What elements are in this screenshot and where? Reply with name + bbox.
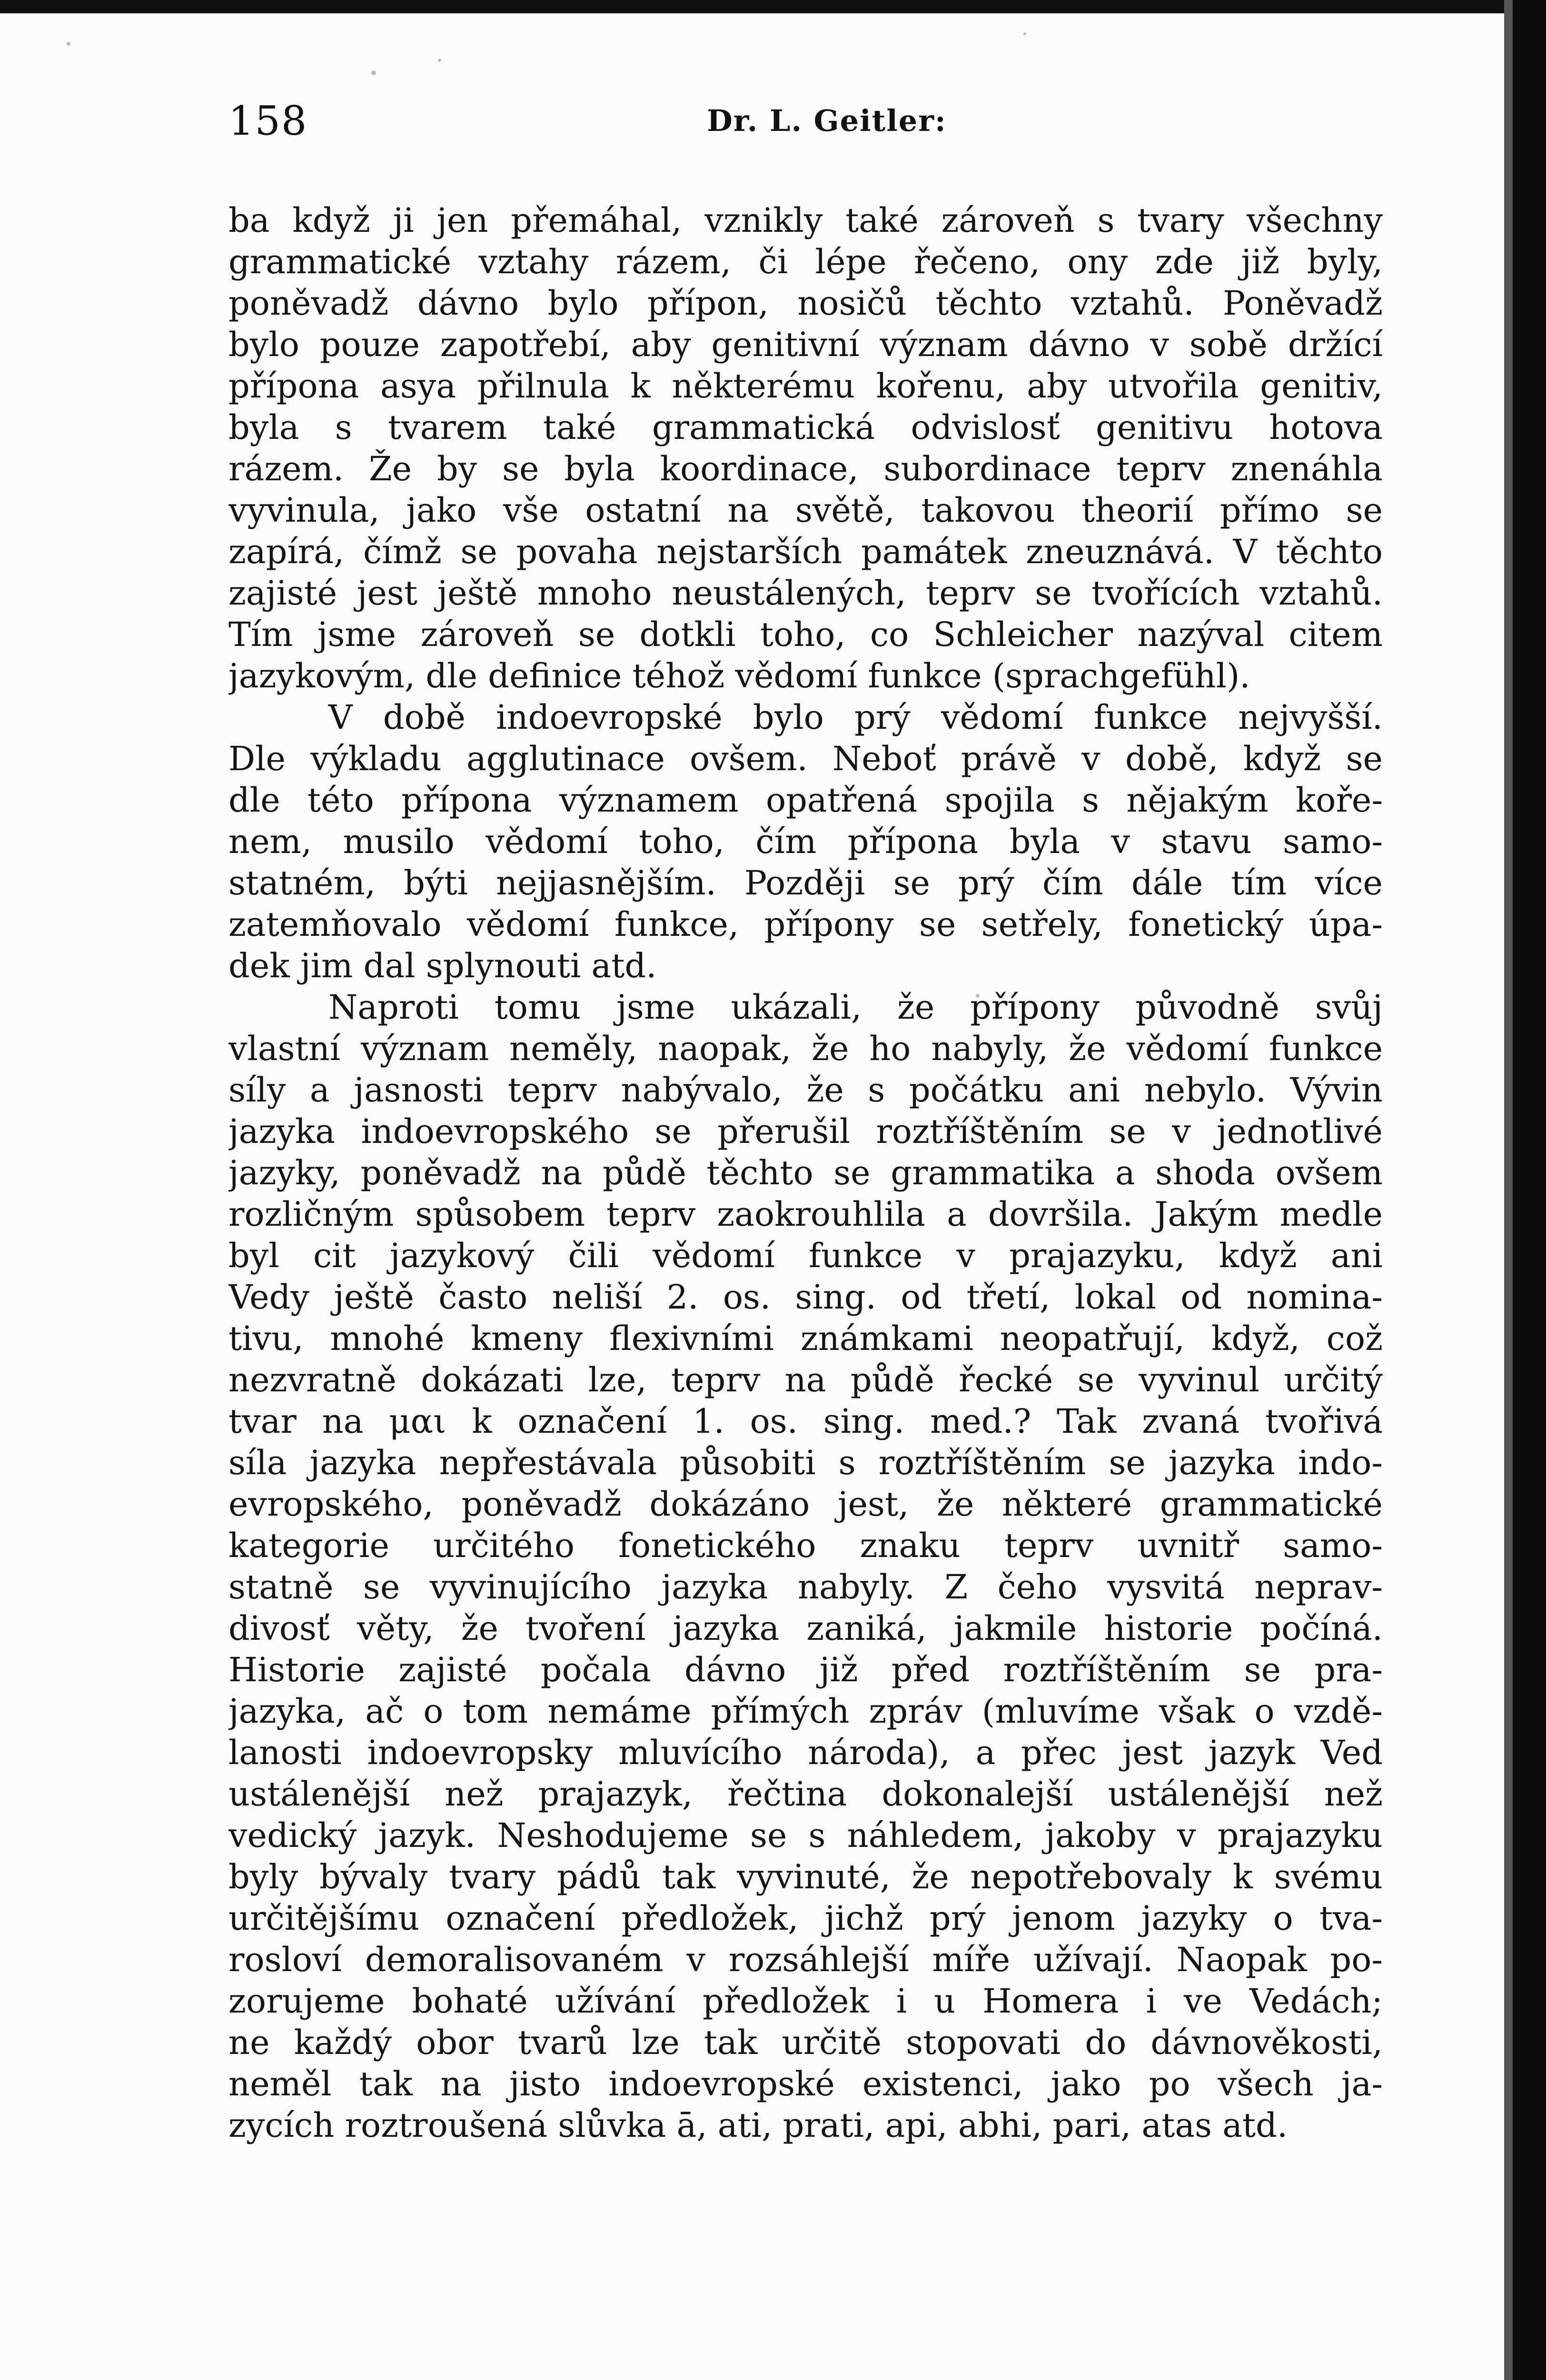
page-gutter-shadow (1504, 0, 1513, 2380)
text-line: byl cit jazykový čili vědomí funkce v prajazyku, když ani (228, 1236, 1383, 1275)
text-line: Dle výkladu agglutinace ovšem. Neboť právě v době, když se (228, 739, 1383, 778)
text-line: dek jim dal splynouti atd. (228, 946, 657, 985)
text-line: rázem. Že by se byla koordinace, subordinace teprv znenáhla (228, 449, 1383, 488)
text-line: ne každý obor tvarů lze tak určitě stopovati do dávnověkosti, (228, 2023, 1383, 2062)
text-line: statně se vyvinujícího jazyka nabyly. Z čeho vysvitá neprav- (228, 1567, 1383, 1606)
text-line: grammatické vztahy rázem, či lépe řečeno, ony zde již byly, (228, 242, 1383, 281)
scan-edge-top (0, 0, 1546, 13)
text-line: rozličným spůsobem teprv zaokrouhlila a dovršila. Jakým medle (228, 1195, 1383, 1234)
text-line: jazyka indoevropského se přerušil roztříštěním se v jednotlivé (228, 1112, 1383, 1151)
running-head: Dr. L. Geitler: (707, 103, 947, 138)
text-line: jazykovým, dle definice téhož vědomí funkce (sprachgefühl). (228, 656, 1250, 695)
text-line: V době indoevropské bylo prý vědomí funkce nejvyšší. (328, 698, 1383, 737)
scan-edge-right (1513, 0, 1546, 2380)
text-line: tivu, mnohé kmeny flexivními známkami neopatřují, když, což (228, 1319, 1383, 1358)
text-line: Historie zajisté počala dávno již před roztříštěním se pra- (228, 1650, 1383, 1689)
text-line: tvar na μαι k označení 1. os. sing. med.? Tak zvaná tvořivá (228, 1402, 1383, 1441)
text-line: zajisté jest ještě mnoho neustálených, teprv se tvořících vztahů. (228, 574, 1383, 613)
text-line: zorujeme bohaté užívání předložek i u Homera i ve Vedách; (228, 1982, 1383, 2021)
text-line: zapírá, čímž se povaha nejstarších památek zneuznává. V těchto (228, 532, 1383, 571)
text-line: dle této přípona významem opatřená spojila s nějakým koře- (228, 781, 1383, 820)
text-line: vedický jazyk. Neshodujeme se s náhledem, jakoby v prajazyku (228, 1816, 1383, 1855)
text-line: ba když ji jen přemáhal, vznikly také zároveň s tvary všechny (228, 201, 1383, 240)
text-line: vlastní význam neměly, naopak, že ho nabyly, že vědomí funkce (228, 1029, 1383, 1068)
text-line: Tím jsme zároveň se dotkli toho, co Schleicher nazýval citem (228, 615, 1383, 654)
text-line: síly a jasnosti teprv nabývalo, že s počátku ani nebylo. Vývin (228, 1071, 1383, 1110)
text-line: byla s tvarem také grammatická odvislosť genitivu hotova (228, 408, 1383, 447)
text-line: jazyky, poněvadž na půdě těchto se grammatika a shoda ovšem (228, 1153, 1383, 1192)
text-line: Naproti tomu jsme ukázali, že přípony původně svůj (328, 988, 1383, 1027)
text-line: lanosti indoevropsky mluvícího národa), a přec jest jazyk Ved (228, 1733, 1383, 1772)
text-line: přípona asya přilnula k některému kořenu, aby utvořila genitiv, (228, 367, 1383, 406)
text-line: neměl tak na jisto indoevropské existenci, jako po všech ja- (228, 2064, 1383, 2103)
page-header (228, 98, 1409, 150)
text-line: rosloví demoralisovaném v rozsáhlejší míře užívají. Naopak po- (228, 1940, 1383, 1979)
text-line: jazyka, ač o tom nemáme přímých zpráv (mluvíme však o vzdě- (228, 1692, 1383, 1731)
text-line: poněvadž dávno bylo přípon, nosičů těchto vztahů. Poněvadž (228, 284, 1383, 323)
text-line: Vedy ještě často neliší 2. os. sing. od třetí, lokal od nomina- (228, 1278, 1383, 1317)
text-line: bylo pouze zapotřebí, aby genitivní význam dávno v sobě držící (228, 325, 1383, 364)
text-line: zycích roztroušená slůvka ā, ati, prati, api, abhi, pari, atas atd. (228, 2106, 1288, 2145)
text-line: byly bývaly tvary pádů tak vyvinuté, že nepotřebovaly k svému (228, 1857, 1383, 1896)
text-line: divosť věty, že tvoření jazyka zaniká, jakmile historie počíná. (228, 1609, 1383, 1648)
text-line: evropského, poněvadž dokázáno jest, že některé grammatické (228, 1485, 1383, 1524)
text-line: vyvinula, jako vše ostatní na světě, takovou theorií přímo se (228, 491, 1383, 530)
text-line: statném, býti nejjasnějším. Později se prý čím dále tím více (228, 863, 1383, 902)
text-line: síla jazyka nepřestávala působiti s roztříštěním se jazyka indo- (228, 1443, 1383, 1482)
page-number: 158 (228, 98, 308, 144)
text-line: kategorie určitého fonetického znaku teprv uvnitř samo- (228, 1526, 1383, 1565)
text-line: určitějšímu označení předložek, jichž prý jenom jazyky o tva- (228, 1899, 1383, 1938)
text-line: zatemňovalo vědomí funkce, přípony se setřely, fonetický úpa- (228, 905, 1383, 944)
text-line: nezvratně dokázati lze, teprv na půdě řecké se vyvinul určitý (228, 1360, 1383, 1399)
body-text (228, 200, 1383, 2146)
text-line: ustálenější než prajazyk, řečtina dokonalejší ustálenější než (228, 1775, 1383, 1814)
text-line: nem, musilo vědomí toho, čím přípona byla v stavu samo- (228, 822, 1383, 861)
